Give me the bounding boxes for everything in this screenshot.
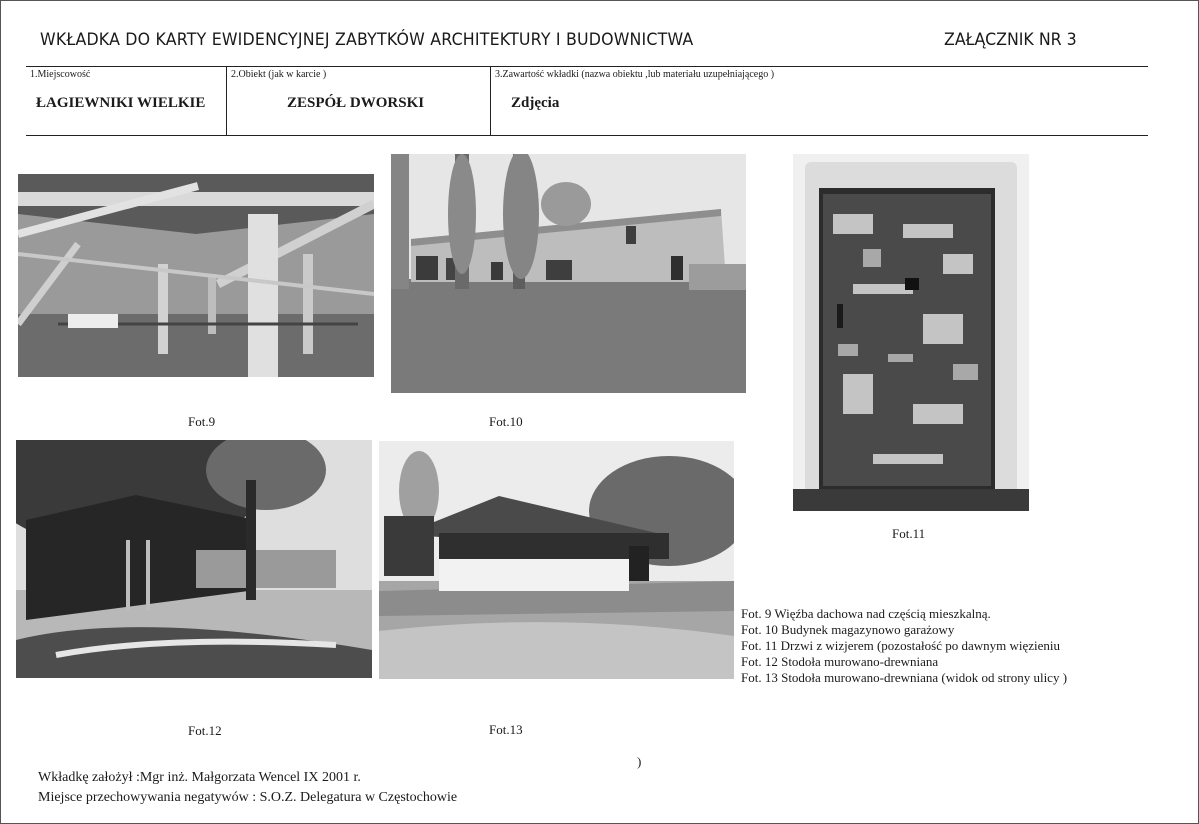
document-title: WKŁADKA DO KARTY EWIDENCYJNEJ ZABYTKÓW ARCHITEKTURY I BUDOWNICTWA bbox=[40, 30, 694, 50]
photo-barn-street bbox=[379, 441, 734, 679]
field-content-value: Zdjęcia bbox=[511, 95, 560, 111]
legend-item: Fot. 9 Więźba dachowa nad częścią mieszkalną. bbox=[741, 606, 991, 621]
caption-fot9: Fot.9 bbox=[188, 414, 216, 429]
field-content bbox=[490, 67, 1149, 135]
legend-item: Fot. 11 Drzwi z wizjerem (pozostałość po dawnym więzieniu bbox=[741, 638, 1061, 653]
annex-number: ZAŁĄCZNIK NR 3 bbox=[944, 30, 1077, 50]
caption-fot11: Fot.11 bbox=[892, 526, 926, 541]
stray-parenthesis: ) bbox=[637, 754, 642, 769]
field-place bbox=[26, 67, 226, 135]
legend-item: Fot. 10 Budynek magazynowo garażowy bbox=[741, 622, 955, 637]
photo-storage-building bbox=[391, 154, 746, 393]
footer-negatives-location: Miejsce przechowywania negatywów : S.O.Z. Delegatura w Częstochowie bbox=[38, 790, 458, 805]
field-place-value: ŁAGIEWNIKI WIELKIE bbox=[36, 95, 206, 111]
footer-author: Wkładkę założył :Mgr inż. Małgorzata Wencel IX 2001 r. bbox=[38, 770, 361, 785]
field-object-label: 2.Obiekt (jak w karcie ) bbox=[231, 69, 327, 80]
field-object-value: ZESPÓŁ DWORSKI bbox=[287, 95, 425, 111]
field-place-label: 1.Miejscowość bbox=[30, 69, 91, 80]
photo-barn-trees bbox=[16, 440, 372, 678]
photo-legend bbox=[741, 606, 1067, 686]
photo-prison-door bbox=[793, 154, 1029, 511]
record-fields-table bbox=[26, 66, 1148, 136]
caption-fot12: Fot.12 bbox=[188, 723, 222, 738]
photo-roof-truss bbox=[18, 174, 374, 377]
field-content-label: 3.Zawartość wkładki (nazwa obiektu ,lub materiału uzupełniającego ) bbox=[495, 69, 775, 80]
caption-fot10: Fot.10 bbox=[489, 414, 523, 429]
legend-item: Fot. 13 Stodoła murowano-drewniana (widok od strony ulicy ) bbox=[741, 670, 1068, 685]
caption-fot13: Fot.13 bbox=[489, 722, 523, 737]
legend-item: Fot. 12 Stodoła murowano-drewniana bbox=[741, 654, 939, 669]
field-object bbox=[226, 67, 491, 135]
